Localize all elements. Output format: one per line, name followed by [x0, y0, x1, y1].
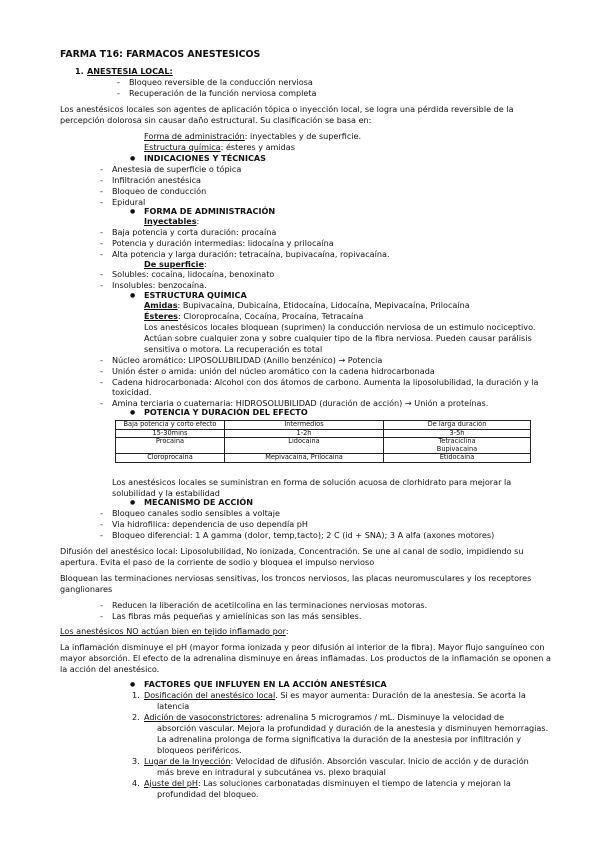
- numbered-item-1: 1. Dosificación del anestésico local. Si es mayor aumenta: Duración de la anestesia. Se acorta la: [132, 690, 526, 700]
- esteres-text: : Cloroprocaína, Cocaína, Procaína, Tetracaína: [178, 311, 364, 321]
- subsection-heading: ● ESTRUCTURA QUÍMICA: [144, 290, 247, 300]
- table-cell-line: Tetracíclina: [438, 437, 476, 446]
- table-cell: Etidocaina: [384, 454, 531, 463]
- amidas-line: [144, 300, 470, 310]
- factor-label: Ajuste del pH: [144, 778, 199, 788]
- paragraph-line: Bloquean las terminaciones nerviosas sensitivas, los troncos nerviosos, las placas neuromusculares y los receptores: [60, 573, 532, 583]
- paragraph-line: la acción del anestésico.: [60, 664, 160, 674]
- list-item: - Recuperación de la función nerviosa completa: [129, 88, 316, 98]
- subsection-heading: ● FACTORES QUE INFLUYEN EN LA ACCIÓN ANESTÉSICA: [144, 679, 387, 689]
- paragraph-line: sensitiva o motora. La recuperación es total: [144, 344, 323, 354]
- factor-continuation: absorción vascular. Mejora la profundidad y duración de la anestesia y disminuyen hemorragias.: [157, 723, 549, 733]
- estructura-text: : ésteres y amidas: [220, 142, 295, 152]
- list-item: - Via hidrofilica: dependencia de uso dependía pH: [112, 519, 308, 529]
- esteres-label: Ésteres: [144, 311, 179, 321]
- subsection-heading: ● INDICACIONES Y TÉCNICAS: [144, 153, 266, 163]
- document-title: FARMA T16: FARMACOS ANESTESICOS: [60, 49, 261, 60]
- list-item: - Amina terciaria o cuaternaria: HIDROSOLUBILIDAD (duración de acción) → Unión a proteínas.: [112, 398, 488, 408]
- factor-continuation: La adrenalina prolonga de forma significativa la duración de la anestesia por infiltración y: [157, 734, 522, 744]
- table-cell: Procaína: [116, 438, 225, 454]
- list-item: - Anestesia de superficie o tópica: [112, 164, 241, 174]
- subsection-heading: ● POTENCIA Y DURACIÓN DEL EFECTO: [144, 407, 308, 417]
- list-item: - Bloqueo diferencial: 1 A gamma (dolor, temp,tacto); 2 C (id + SNA); 3 A alfa (axones motores): [112, 530, 494, 540]
- estructura-label: Estructura química: [144, 142, 221, 152]
- forma-label: Forma de administración: [144, 131, 245, 141]
- paragraph-line: Los anestésicos locales bloquean (suprimen) la conducción nerviosa de un estimulo nociceptivo.: [144, 322, 536, 332]
- factor-continuation: latencia: [157, 701, 190, 711]
- paragraph-line: Actúan sobre cualquier zona y sobre cualquier tipo de la fibra nerviosa. Pueden causar parálisis: [144, 333, 532, 343]
- amidas-text: : Bupivacaína, Dubicaína, Etidocaína, Lidocaína, Mepivacaína, Prilocaína: [177, 300, 470, 310]
- table-cell: Lidocaína: [225, 438, 384, 454]
- factor-label: Lugar de la Inyección: [144, 756, 231, 766]
- factor-continuation: profundidad del bloqueo.: [157, 789, 259, 799]
- table-header-cell: Intermedios: [225, 421, 384, 430]
- list-item: - Bloqueo canales sodio sensibles a voltaje: [112, 508, 280, 518]
- paragraph-line: percepción dolorosa sin causar daño estructural. Su clasificación se basa en:: [60, 115, 372, 125]
- list-item: - Solubles: cocaína, lidocaína, benoxinato: [112, 269, 274, 279]
- list-item: - Alta potencia y larga duración: tetracaína, bupivacaína, ropivacaína.: [112, 249, 390, 259]
- table-row: [116, 438, 531, 454]
- factor-label: Dosificación del anestésico local: [144, 690, 276, 700]
- inflamado-heading: [60, 626, 289, 636]
- paragraph-line: La inflamación disminuye el pH (mayor forma ionizada y peor difusión al interior de la fibra). Mayor flujo sanguíneo con: [60, 642, 545, 652]
- superficie-label: De superficie: [144, 259, 204, 269]
- list-item: - Unión éster o amida: unión del núcleo aromático con la cadena hidrocarbonada: [112, 366, 435, 376]
- factor-text: : Velocidad de difusión. Absorción vascular. Inicio de acción y de duración: [230, 756, 529, 766]
- inflamado-heading-colon: :: [285, 626, 289, 636]
- classification-line: [144, 142, 295, 152]
- inyectables-line: Inyectables:: [144, 216, 200, 226]
- esteres-line: [144, 311, 363, 321]
- forma-text: : inyectables y de superficie.: [244, 131, 362, 141]
- subsection-heading: ● MECANISMO DE ACCIÓN: [144, 497, 253, 507]
- table-cell: 1-2h: [225, 429, 384, 438]
- amidas-label: Amidas: [144, 300, 178, 310]
- factor-text: . Si es mayor aumenta: Duración de la anestesia. Se acorta la: [275, 690, 526, 700]
- list-item: - Las fibras más pequeñas y amielínicas son las más sensibles.: [112, 611, 361, 621]
- paragraph-line: mayor absorción. El efecto de la adrenalina disminuye en áreas inflamadas. Los productos de la inflamación se oponen a: [60, 653, 551, 663]
- list-item: - Bloqueo reversible de la conducción nerviosa: [129, 77, 313, 87]
- numbered-item-2: 2. Adición de vasoconstrictores: adrenalina 5 microgramos / mL. Disminuye la velocidad de: [132, 712, 505, 722]
- table-header-cell: Baja potencia y corto efecto: [116, 421, 225, 430]
- superficie-line: De superficie:: [144, 259, 207, 269]
- factor-text: : Las soluciones carbonatadas disminuyen el tiempo de latencia y mejoran la: [198, 778, 511, 788]
- paragraph-line: Los anestésicos locales son agentes de aplicación tópica o inyección local, se logra una pérdida reversible de la: [60, 104, 514, 114]
- table-cell: 15-30mins: [116, 429, 225, 438]
- list-item: - Infiltración anestésica: [112, 175, 201, 185]
- section-number: 1.: [75, 66, 84, 76]
- table-cell: 3-5h: [384, 429, 531, 438]
- factor-text: : adrenalina 5 microgramos / mL. Disminuye la velocidad de: [260, 712, 505, 722]
- factor-continuation: más breve en intradural y subcutánea vs. plexo braquial: [157, 767, 386, 777]
- list-item: - Epidural: [112, 197, 145, 207]
- paragraph-line: apertura. Evita el paso de la corriente de sodio y bloquea el impulso nervioso: [60, 557, 375, 567]
- list-item: - Cadena hidrocarbonada: Alcohol con dos átomos de carbono. Aumenta la liposolubilidad, la duración y la: [112, 377, 539, 387]
- inyectables-label: Inyectables: [144, 216, 197, 226]
- list-item: - Insolubles: benzocaína.: [112, 280, 207, 290]
- list-item: - Baja potencia y corta duración: procaína: [112, 227, 276, 237]
- list-item: - Bloqueo de conducción: [112, 186, 206, 196]
- paragraph-line: Difusión del anestésico local: Liposolubilidad, No ionizada, Concentración. Se une al canal de sodio, impidiendo su: [60, 546, 524, 556]
- paragraph-line: ganglionares: [60, 584, 113, 594]
- table-header-row: [116, 421, 531, 430]
- classification-line: [144, 131, 361, 141]
- table-cell: Cloroprocaína: [116, 454, 225, 463]
- potency-table: [115, 420, 531, 463]
- table-row: [116, 454, 531, 463]
- section-heading: ANESTESIA LOCAL:: [87, 66, 173, 76]
- table-header-cell: De larga duración: [384, 421, 531, 430]
- paragraph-line: Los anestésicos locales se suministran en forma de solución acuosa de clorhidrato para mejorar la: [112, 477, 512, 487]
- subsection-heading: ● FORMA DE ADMINISTRACIÓN: [144, 206, 275, 216]
- list-item: - Potencia y duración intermedias: lidocaína y prilocaína: [112, 238, 334, 248]
- numbered-item-4: 4. Ajuste del pH: Las soluciones carbonatadas disminuyen el tiempo de latencia y mejoran la: [132, 778, 511, 788]
- numbered-item-3: 3. Lugar de la Inyección: Velocidad de difusión. Absorción vascular. Inicio de acción y de duración: [132, 756, 529, 766]
- inflamado-heading-text: Los anestésicos NO actúan bien en tejido inflamado por: [60, 626, 286, 636]
- factor-continuation: bloqueos periféricos.: [157, 745, 242, 755]
- list-item: - Reducen la liberación de acetilcolina en las terminaciones nerviosas motoras.: [112, 600, 427, 610]
- table-cell-line: Bupivacaina: [436, 444, 478, 453]
- list-item-continuation: toxicidad.: [112, 387, 152, 397]
- table-cell: Mepivacaína, Prilocaína: [225, 454, 384, 463]
- list-item: - Núcleo aromático: LIPOSOLUBILIDAD (Anillo benzénico) → Potencia: [112, 355, 382, 365]
- factor-label: Adición de vasoconstrictores: [144, 712, 261, 722]
- table-cell: [384, 438, 531, 454]
- paragraph-line: solubilidad y la estabilidad: [112, 488, 220, 498]
